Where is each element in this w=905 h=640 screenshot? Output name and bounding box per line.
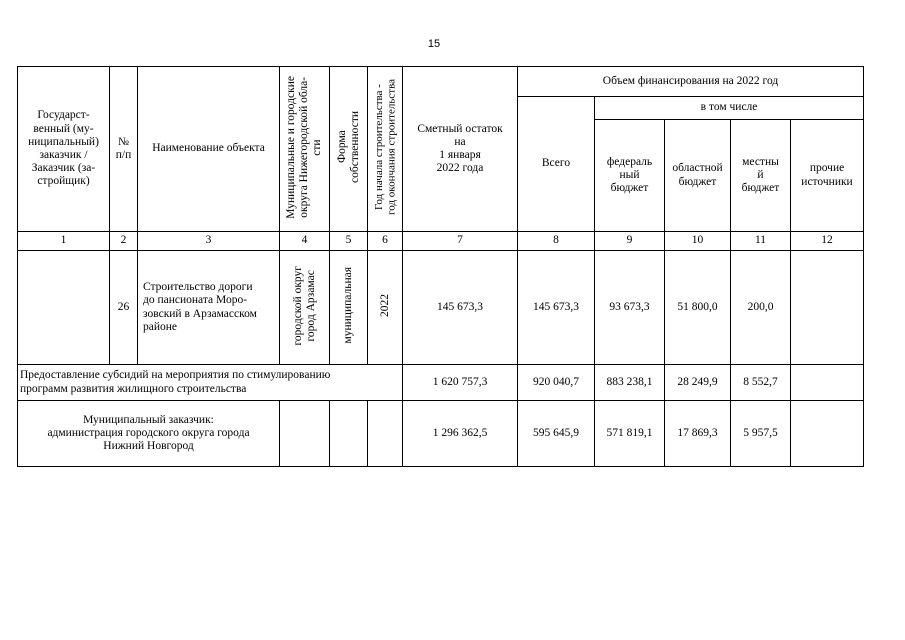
cell-estimate-balance: 145 673,3 [403,251,518,365]
customer-total: 595 645,9 [518,401,595,467]
subsidy-local: 8 552,7 [731,365,791,401]
subsidy-total: 920 040,7 [518,365,595,401]
column-number: 12 [791,232,864,251]
column-number: 8 [518,232,595,251]
header-object-name: Наименование объекта [138,67,280,232]
customer-federal: 571 819,1 [595,401,665,467]
cell-object-name: Строительство дороги до пансионата Моро- зовский в Арзамасском районе [138,251,280,365]
customer-local: 5 957,5 [731,401,791,467]
header-total: Всего [518,97,595,232]
header-other: прочие источники [791,120,864,232]
cell-no: 26 [110,251,138,365]
header-federal: федераль ный бюджет [595,120,665,232]
header-funding-volume: Объем финансирования на 2022 год [518,67,864,97]
header-local: местны й бюджет [731,120,791,232]
page-number: 15 [427,38,441,50]
column-number: 6 [368,232,403,251]
financing-table [17,66,864,467]
customer-empty-cell [280,401,330,467]
cell-years: 2022 [368,251,403,365]
header-municipality: Муниципальные и городские округа Нижегородской обла- сти [280,67,330,232]
customer-other [791,401,864,467]
column-number: 10 [665,232,731,251]
column-number: 4 [280,232,330,251]
cell-total: 145 673,3 [518,251,595,365]
header-no: № п/п [110,67,138,232]
subsidy-regional: 28 249,9 [665,365,731,401]
column-number: 11 [731,232,791,251]
column-number: 2 [110,232,138,251]
cell-other [791,251,864,365]
header-estimate-balance: Сметный остаток на 1 января 2022 года [403,67,518,232]
subsidy-label: Предоставление субсидий на мероприятия по стимулированию программ развития жилищного строительства [18,365,403,401]
subsidy-other [791,365,864,401]
customer-row [18,401,864,467]
customer-label: Муниципальный заказчик: администрация городского округа города Нижний Новгород [18,401,280,467]
header-ownership: Форма собственности [330,67,368,232]
subsidy-federal: 883 238,1 [595,365,665,401]
cell-municipality: городской округ город Арзамас [280,251,330,365]
column-number-row [18,232,864,251]
cell-regional: 51 800,0 [665,251,731,365]
column-number: 1 [18,232,110,251]
customer-estimate-balance: 1 296 362,5 [403,401,518,467]
header-including: в том числе [595,97,864,120]
cell-ownership: муниципальная [330,251,368,365]
header-regional: областной бюджет [665,120,731,232]
header-customer: Государст- венный (му- ниципальный) заказчик / Заказчик (за- стройщик) [18,67,110,232]
cell-local: 200,0 [731,251,791,365]
customer-regional: 17 869,3 [665,401,731,467]
subsidy-row [18,365,864,401]
customer-empty-cell [368,401,403,467]
cell-customer [18,251,110,365]
column-number: 5 [330,232,368,251]
column-number: 3 [138,232,280,251]
subsidy-estimate-balance: 1 620 757,3 [403,365,518,401]
column-number: 9 [595,232,665,251]
customer-empty-cell [330,401,368,467]
cell-federal: 93 673,3 [595,251,665,365]
table-row [18,251,864,365]
header-years: Год начала строительства - год окончания строительства [368,67,403,232]
column-number: 7 [403,232,518,251]
